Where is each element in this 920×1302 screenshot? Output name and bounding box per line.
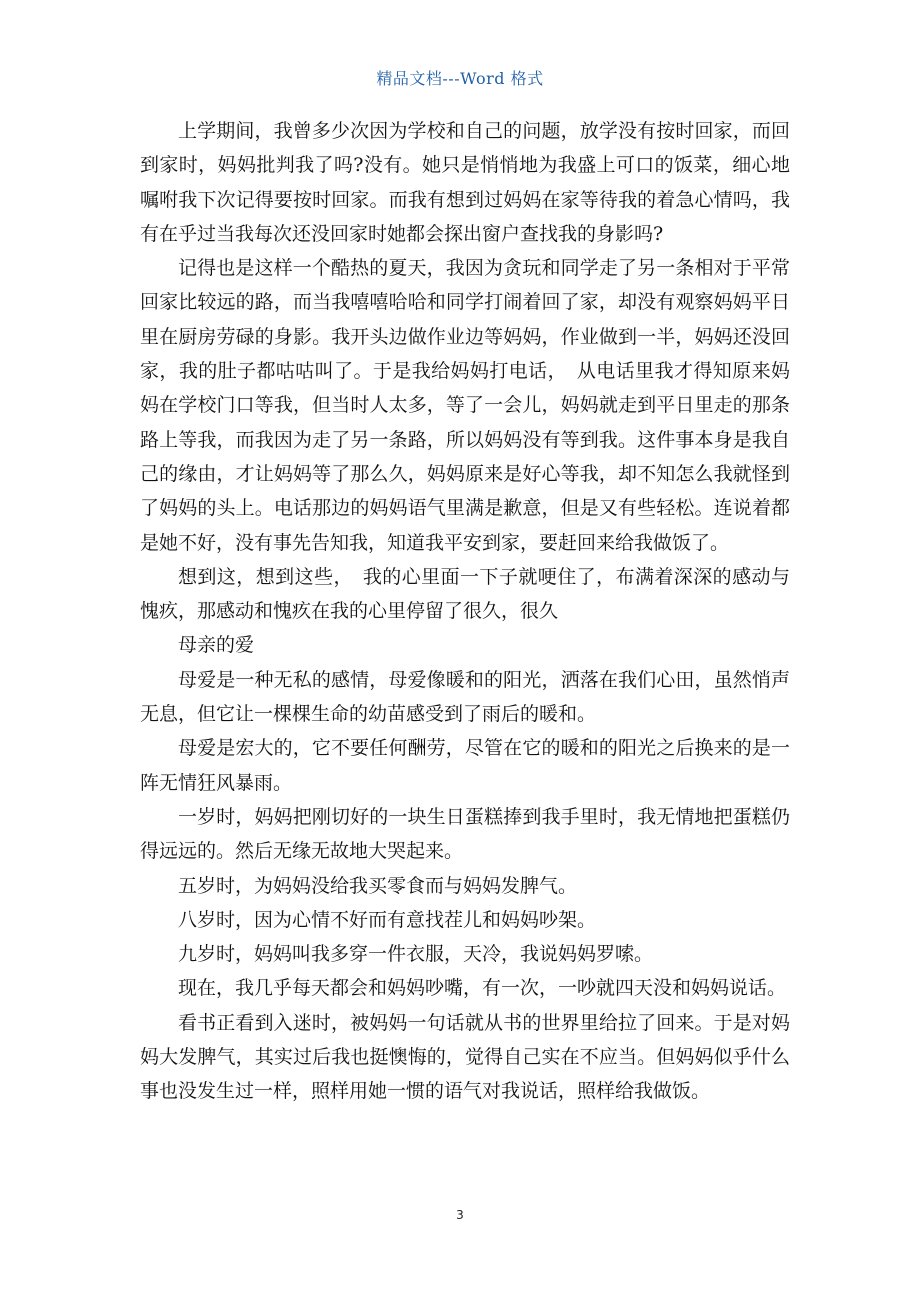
paragraph: 八岁时，因为心情不好而有意找茬儿和妈妈吵架。 — [178, 908, 597, 931]
paragraph: 上学期间，我曾多少次因为学校和自己的问题，放学没有按时回家，而回到家时，妈妈批判我了吗?没有。她只是悄悄地为我盛上可口的饭菜，细心地嘱咐我下次记得要按时回家。而我有想到过妈妈在家等待我的着急心情吗，我有在乎过当我每次还没回家时她都会探出窗户查找我的身影吗? — [140, 120, 790, 245]
paragraph: 现在，我几乎每天都会和妈妈吵嘴，有一次，一吵就四天没和妈妈说话。 — [178, 977, 787, 1000]
paragraph: 看书正看到入迷时，被妈妈一句话就从书的世界里给拉了回来。于是对妈妈大发脾气，其实过后我也挺懊悔的，觉得自己实在不应当。但妈妈似乎什么事也没发生过一样，照样用她一惯的语气对我说话，照样给我做饭。 — [140, 1011, 790, 1103]
paragraph: 想到这，想到这些， 我的心里面一下子就哽住了，布满着深深的感动与愧疚，那感动和愧疚在我的心里停留了很久，很久 — [140, 565, 790, 623]
paragraph: 母爱是宏大的，它不要任何酬劳，尽管在它的暖和的阳光之后换来的是一阵无情狂风暴雨。 — [140, 737, 790, 794]
page-header-title: 精品文档---Word 格式 — [376, 69, 544, 88]
document-body — [140, 114, 790, 1109]
paragraph: 九岁时，妈妈叫我多穿一件衣服，天冷，我说妈妈罗嗦。 — [178, 943, 654, 966]
paragraph: 一岁时，妈妈把刚切好的一块生日蛋糕捧到我手里时，我无情地把蛋糕仍得远远的。然后无缘无故地大哭起来。 — [140, 805, 790, 863]
paragraph: 母爱是一种无私的感情，母爱像暖和的阳光，洒落在我们心田，虽然悄声无息，但它让一棵棵生命的幼苗感受到了雨后的暖和。 — [140, 668, 790, 726]
page-number: 3 — [456, 1208, 464, 1222]
section-heading: 母亲的爱 — [178, 634, 255, 657]
paragraph: 五岁时，为妈妈没给我买零食而与妈妈发脾气。 — [178, 874, 578, 897]
paragraph: 记得也是这样一个酷热的夏天，我因为贪玩和同学走了另一条相对于平常回家比较远的路，而当我嘻嘻哈哈和同学打闹着回了家，却没有观察妈妈平日里在厨房劳碌的身影。我开头边做作业边等妈妈，作业做到一半，妈妈还没回家，我的肚子都咕咕叫了。于是我给妈妈打电话， 从电话里我才得知原来妈妈在学校门口等我，但当时人太多，等了一会儿，妈妈就走到平日里走的那条路上等我，而我因为走了另一条路，所以妈妈没有等到我。这件事本身是我自己的缘由，才让妈妈等了那么久，妈妈原来是好心等我，却不知怎么我就怪到了妈妈的头上。电话那边的妈妈语气里满是歉意，但是又有些轻松。连说着都是她不好，没有事先告知我，知道我平安到家，要赶回来给我做饭了。 — [140, 257, 790, 554]
